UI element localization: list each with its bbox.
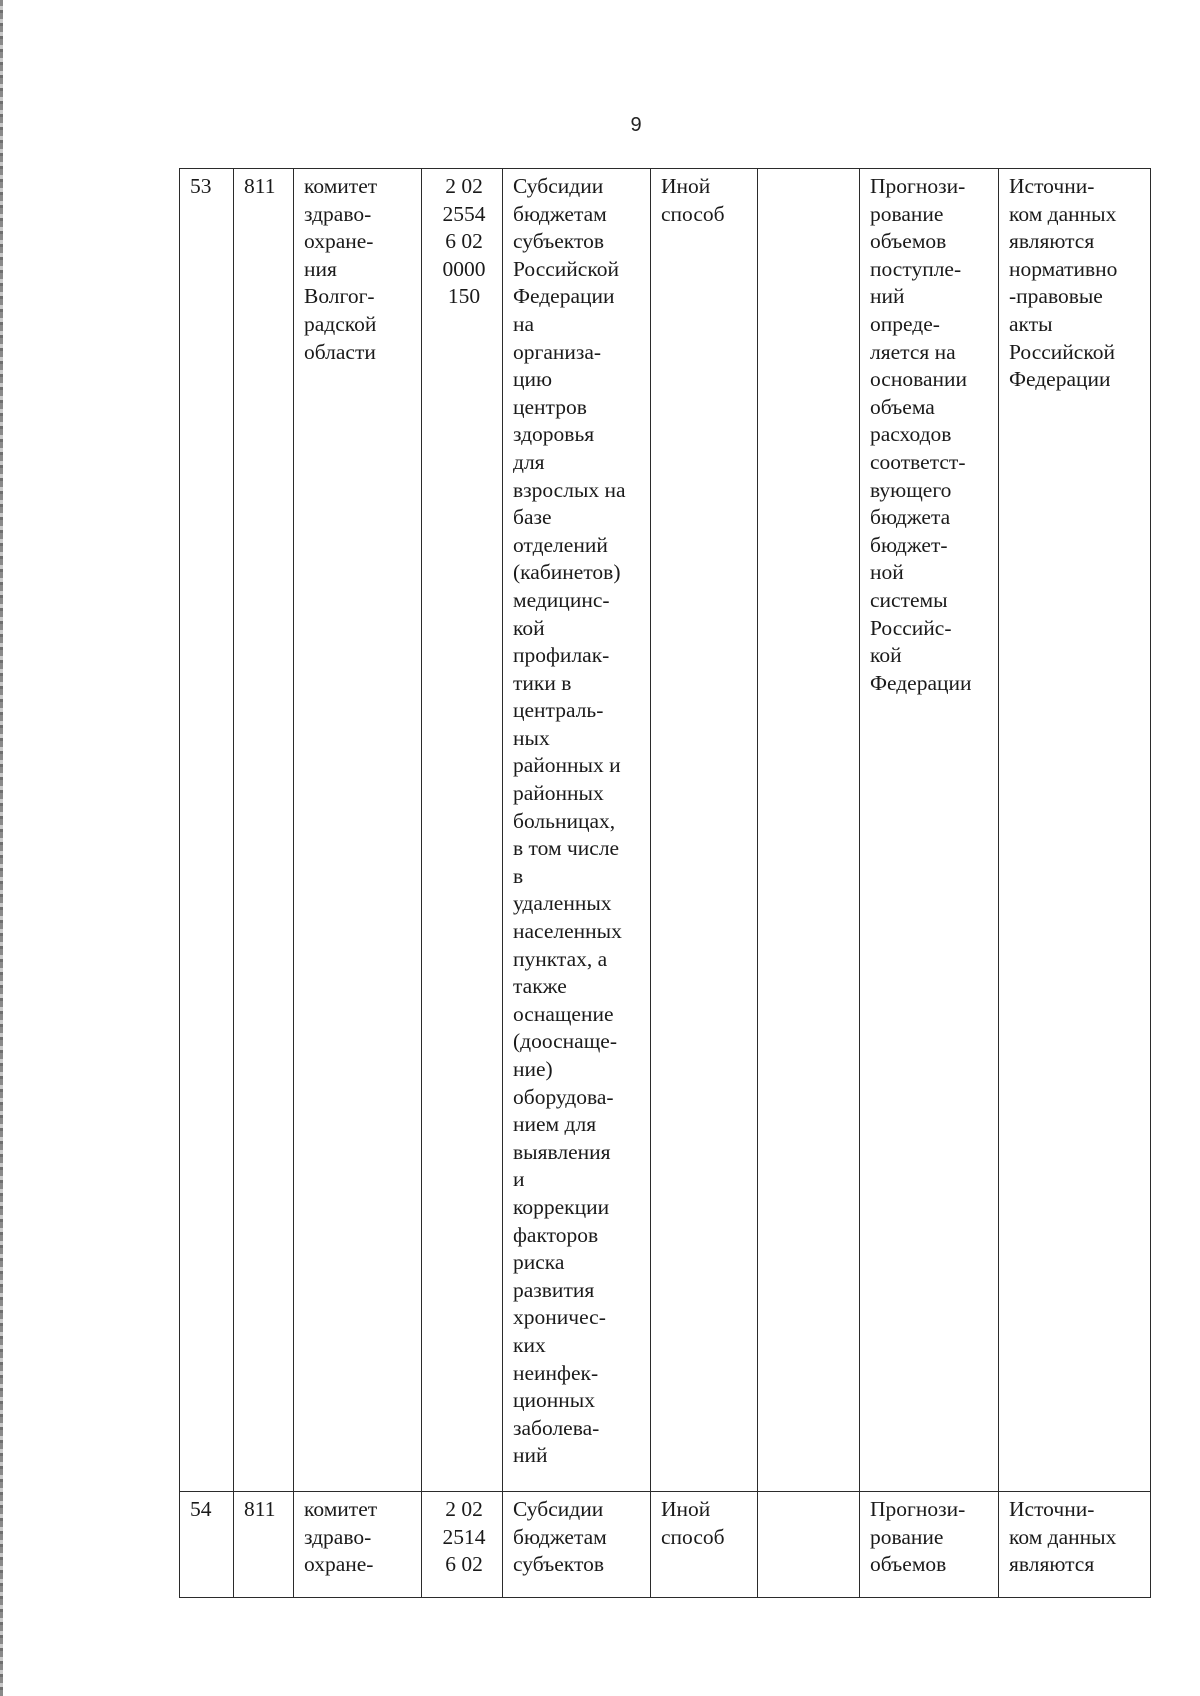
revenue-description-cell: Субсидии бюджетам субъектов xyxy=(503,1492,651,1598)
kbk-code-cell: 2 02 2514 6 02 xyxy=(422,1492,503,1598)
kbk-code-cell: 2 02 2554 6 02 0000 150 xyxy=(422,169,503,1492)
formula-cell xyxy=(758,169,860,1492)
page-number: 9 xyxy=(630,114,642,136)
administrator-cell: комитет здраво- охране- xyxy=(294,1492,422,1598)
revenue-forecast-table xyxy=(179,168,1151,1598)
admin-code-cell: 811 xyxy=(234,169,294,1492)
calculation-algorithm-cell: Прогнози- рование объемов xyxy=(860,1492,999,1598)
scan-edge xyxy=(0,0,3,1696)
table-row xyxy=(180,169,1151,1492)
data-source-cell: Источни- ком данных являются нормативно -правовые акты Российской Федерации xyxy=(999,169,1151,1492)
admin-code-cell: 811 xyxy=(234,1492,294,1598)
forecast-method-cell: Иной способ xyxy=(651,1492,758,1598)
administrator-cell: комитет здраво- охране- ния Волгог- радской области xyxy=(294,169,422,1492)
formula-cell xyxy=(758,1492,860,1598)
forecast-method-cell: Иной способ xyxy=(651,169,758,1492)
row-number-cell: 54 xyxy=(180,1492,234,1598)
calculation-algorithm-cell: Прогнози- рование объемов поступле- ний опреде- ляется на основании объема расходов соответст- вующего бюджета бюджет- ной системы Российс- кой Федерации xyxy=(860,169,999,1492)
data-source-cell: Источни- ком данных являются xyxy=(999,1492,1151,1598)
table-row xyxy=(180,1492,1151,1598)
revenue-description-cell: Субсидии бюджетам субъектов Российской Федерации на организа- цию центров здоровья для взрослых на базе отделений (кабинетов) медицинс- кой профилак- тики в централь- ных районных и районных больницах, в том числе в удаленных населенных пунктах, а также оснащение (дооснаще- ние) оборудова- нием для выявления и коррекции факторов риска развития хроничес- ких неинфек- ционных заболева- ний xyxy=(503,169,651,1492)
row-number-cell: 53 xyxy=(180,169,234,1492)
